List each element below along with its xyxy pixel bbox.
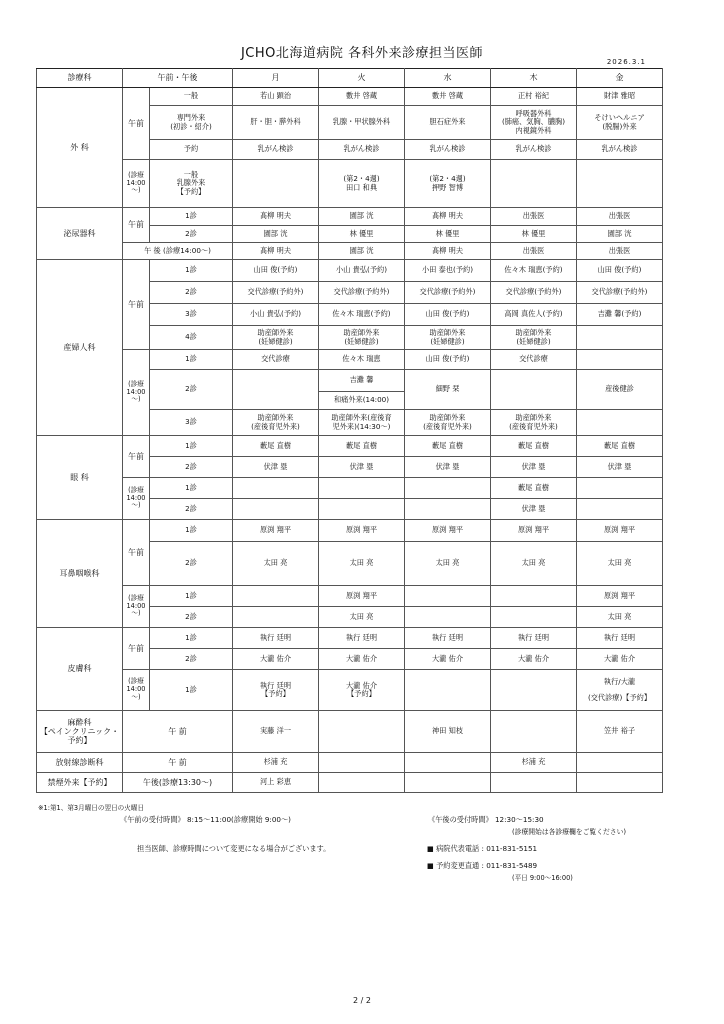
dept-name: 外 科 [37,88,123,208]
doctor-cell: 原渕 翔平 [405,520,491,542]
header-day: 金 [577,69,663,88]
doctor-cell: 助産師外来 (産後育児外来) [405,410,491,436]
doctor-cell: 執行 廷明 [405,628,491,649]
doctor-cell: 伏津 塁 [233,457,319,478]
slot-label: 1診 [150,260,233,282]
table-row [37,773,663,793]
page-title: JCHO北海道病院 各科外来診療担当医師 [240,46,484,61]
doctor-cell [233,607,319,628]
doctor-cell: 産後健診 [577,370,663,410]
doctor-cell: 乳腺・甲状腺外科 [319,106,405,140]
table-row [37,69,663,88]
doctor-cell: (第2・4週) 押野 智博 [405,160,491,208]
doctor-cell: 小田 泰也(予約) [405,260,491,282]
doctor-cell: 助産師外来 (産後育児外来) [491,410,577,436]
doctor-cell: 林 優里 [491,226,577,243]
slot-label: 3診 [150,410,233,436]
table-row [37,436,663,457]
doctor-cell: 助産師外来 (産後育児外来) [233,410,319,436]
slot-label: 1診 [150,478,233,499]
doctor-cell: 原渕 翔平 [577,520,663,542]
doctor-cell: 小山 貴弘(予約) [319,260,405,282]
doctor-cell: 杉浦 充 [491,753,577,773]
doctor-cell [577,499,663,520]
doctor-cell: 高岡 真佐人(予約) [491,304,577,326]
change-notice: 担当医師、診療時間について変更になる場合がございます。 [137,844,331,853]
slot-label: 2診 [150,457,233,478]
doctor-cell [233,586,319,607]
doctor-cell: 山田 俊(予約) [405,304,491,326]
session-label: 午後(診療13:30～) [123,773,233,793]
doctor-cell: 執行 廷明 [577,628,663,649]
doctor-cell [319,773,405,793]
session-label: 午前 [123,520,150,586]
doctor-cell: 交代診療(予約外) [319,282,405,304]
doctor-cell: 林 優里 [405,226,491,243]
doctor-cell [577,350,663,370]
doctor-cell: 乳がん検診 [577,140,663,160]
doctor-cell [577,410,663,436]
doctor-cell: 原渕 翔平 [319,586,405,607]
doctor-cell [405,499,491,520]
table-row [37,243,663,260]
header-day: 月 [233,69,319,88]
session-label: 午前 [123,208,150,243]
doctor-cell [233,160,319,208]
slot-label: 2診 [150,542,233,586]
slot-label: 2診 [150,226,233,243]
doctor-cell [405,586,491,607]
doctor-cell [233,370,319,410]
doctor-cell: 交代診療(予約外) [405,282,491,304]
header-session: 午前・午後 [123,69,233,88]
am-reception-hours: 《午前の受付時間》 8:15～11:00(診療開始 9:00～) [120,815,291,824]
doctor-cell: 財津 雅昭 [577,88,663,106]
doctor-cell: 大瀧 佑介 [233,649,319,670]
header-day: 水 [405,69,491,88]
doctor-cell: 大瀧 佑介 【予約】 [319,670,405,711]
session-label: (診療 14:00 ～) [123,478,150,520]
doctor-cell: 大瀧 佑介 [405,649,491,670]
pm-reception-hours: 《午後の受付時間》 12:30～15:30 [428,815,544,824]
slot-label: 1診 [150,436,233,457]
doctor-cell: 出張医 [577,243,663,260]
doctor-cell: 太田 亮 [319,542,405,586]
table-row [37,478,663,499]
doctor-cell: 交代診療(予約外) [233,282,319,304]
doctor-cell: 乳がん検診 [319,140,405,160]
doctor-cell: 林 優里 [319,226,405,243]
slot-label: 2診 [150,607,233,628]
doctor-cell: 実藤 洋一 [233,711,319,753]
doctor-cell: 太田 亮 [405,542,491,586]
slot-label: 一般 乳腺外来 【予約】 [150,160,233,208]
doctor-cell: 正村 裕紀 [491,88,577,106]
table-row [37,260,663,282]
doctor-cell [491,370,577,410]
footnote: ※1:第1、第3月曜日の翌日の火曜日 [38,804,145,812]
doctor-cell: 細野 栞 [405,370,491,410]
doctor-cell: 太田 亮 [319,607,405,628]
session-label: (診療 14:00 ～) [123,160,150,208]
issue-date: 2026.3.1 [606,58,646,66]
doctor-cell: 太田 亮 [577,542,663,586]
session-label: (診療 14:00 ～) [123,350,150,436]
doctor-cell [491,670,577,711]
slot-label: 1診 [150,586,233,607]
header-dept: 診療科 [37,69,123,88]
doctor-cell: 出張医 [491,243,577,260]
doctor-cell: 神田 知枝 [405,711,491,753]
doctor-cell: 杉浦 充 [233,753,319,773]
doctor-cell: 山田 俊(予約) [233,260,319,282]
doctor-cell: 執行 廷明 [491,628,577,649]
doctor-cell [319,753,405,773]
table-row [37,753,663,773]
doctor-cell [233,478,319,499]
doctor-cell: 佐々木 瑞恵(予約) [319,304,405,326]
slot-label: 1診 [150,350,233,370]
doctor-cell: 太田 亮 [233,542,319,586]
doctor-cell [577,326,663,350]
doctor-cell: 胆石症外来 [405,106,491,140]
slot-label: 専門外来 (初診・紹介) [150,106,233,140]
doctor-cell: 髙柳 明夫 [405,208,491,226]
doctor-cell: 執行 廷明 [319,628,405,649]
dept-name: 産婦人科 [37,260,123,436]
doctor-cell: 乳がん検診 [405,140,491,160]
doctor-cell: 交代診療 [233,350,319,370]
dept-name: 皮膚科 [37,628,123,711]
doctor-cell [491,711,577,753]
doctor-cell: 藪尾 直樹 [233,436,319,457]
doctor-cell: 執行/大瀧 (交代診療)【予約】 [577,670,663,711]
doctor-cell: 呼吸器外科 (肺癌、気胸、膿胸) 内視鏡外科 [491,106,577,140]
doctor-cell [491,773,577,793]
session-label: (診療 14:00 ～) [123,670,150,711]
doctor-cell [577,773,663,793]
doctor-cell: 伏津 塁 [491,457,577,478]
doctor-cell: 數井 啓蔵 [405,88,491,106]
doctor-cell: 吉灘 馨(予約) [577,304,663,326]
doctor-cell [405,670,491,711]
doctor-cell: 交代診療 [491,350,577,370]
doctor-cell: 原渕 翔平 [577,586,663,607]
pm-reception-note: (診療開始は各診療欄をご覧ください) [512,828,627,836]
schedule-table [36,68,663,793]
doctor-cell: 和痛外来(14:00) [319,392,405,410]
doctor-cell: 佐々木 瑞恵 [319,350,405,370]
doctor-cell: 助産師外来(産後育 児外来)(14:30～) [319,410,405,436]
session-label: 午前 [123,436,150,478]
session-label: 午 前 [123,711,233,753]
doctor-cell [577,753,663,773]
table-row [37,160,663,172]
doctor-cell: 伏津 塁 [577,457,663,478]
table-row [37,670,663,711]
doctor-cell [577,160,663,208]
doctor-cell: 山田 俊(予約) [577,260,663,282]
table-row [37,586,663,607]
dept-name: 耳鼻咽喉科 [37,520,123,628]
doctor-cell: 藪尾 直樹 [491,436,577,457]
doctor-cell: 大瀧 佑介 [577,649,663,670]
doctor-cell [577,478,663,499]
main-phone: ■ 病院代表電話 : 011-831-5151 [427,844,538,853]
doctor-cell: 助産師外来 (妊婦健診) [233,326,319,350]
table-row [37,208,663,226]
doctor-cell: 園部 洸 [319,243,405,260]
slot-label: 2診 [150,370,233,410]
slot-label: 一般 [150,88,233,106]
doctor-cell: 山田 俊(予約) [405,350,491,370]
doctor-cell: 吉灘 馨 [319,370,405,392]
reservation-phone-hours: (平日 9:00～16:00) [512,874,573,882]
header-day: 木 [491,69,577,88]
table-row [37,88,663,106]
doctor-cell: 出張医 [491,208,577,226]
doctor-cell [491,607,577,628]
doctor-cell [319,499,405,520]
slot-label: 1診 [150,628,233,649]
session-label: 午前 [123,628,150,670]
doctor-cell: 助産師外来 (妊婦健診) [491,326,577,350]
page-number: 2 / 2 [353,996,371,1005]
table-row [37,520,663,542]
doctor-cell [405,478,491,499]
doctor-cell: 藪尾 直樹 [319,436,405,457]
doctor-cell: 藪尾 直樹 [405,436,491,457]
doctor-cell: 原渕 翔平 [491,520,577,542]
doctor-cell: 園部 洸 [233,226,319,243]
session-label: 午 前 [123,753,233,773]
doctor-cell: 太田 亮 [491,542,577,586]
doctor-cell: 數井 啓蔵 [319,88,405,106]
doctor-cell: 大瀧 佑介 [491,649,577,670]
doctor-cell: 出張医 [577,208,663,226]
doctor-cell: 執行 廷明 [233,628,319,649]
doctor-cell: 伏津 塁 [491,499,577,520]
doctor-cell: 原渕 翔平 [319,520,405,542]
doctor-cell [319,478,405,499]
header-day: 火 [319,69,405,88]
doctor-cell: 太田 亮 [577,607,663,628]
dept-name: 眼 科 [37,436,123,520]
table-row [37,350,663,370]
doctor-cell: 大瀧 佑介 [319,649,405,670]
doctor-cell [233,499,319,520]
session-label: 午 後 (診療14:00～) [123,243,233,260]
doctor-cell: 伏津 塁 [405,457,491,478]
doctor-cell: 乳がん検診 [491,140,577,160]
doctor-cell: 藪尾 直樹 [491,478,577,499]
slot-label: 4診 [150,326,233,350]
dept-name: 麻酔科 【ペインクリニック・予約】 [37,711,123,753]
doctor-cell: 髙柳 明夫 [405,243,491,260]
doctor-cell: (第2・4週) 田口 和典 [319,160,405,208]
doctor-cell: 乳がん検診 [233,140,319,160]
doctor-cell: 交代診療(予約外) [577,282,663,304]
doctor-cell: 肝・胆・膵外科 [233,106,319,140]
doctor-cell: そけいヘルニア (脱腸)外来 [577,106,663,140]
doctor-cell: 助産師外来 (妊婦健診) [405,326,491,350]
slot-label: 2診 [150,499,233,520]
doctor-cell: 河上 彩恵 [233,773,319,793]
doctor-cell: 園部 洸 [577,226,663,243]
doctor-cell [491,160,577,208]
dept-name: 泌尿器科 [37,208,123,260]
table-row [37,628,663,649]
session-label: (診療 14:00 ～) [123,586,150,628]
reservation-phone: ■ 予約変更直通 : 011-831-5489 [427,861,538,870]
doctor-cell: 小山 貴弘(予約) [233,304,319,326]
doctor-cell [319,711,405,753]
slot-label: 予約 [150,140,233,160]
doctor-cell [405,773,491,793]
doctor-cell: 髙柳 明夫 [233,243,319,260]
dept-name: 禁煙外来【予約】 [37,773,123,793]
doctor-cell: 伏津 塁 [319,457,405,478]
slot-label: 1診 [150,520,233,542]
doctor-cell [405,607,491,628]
slot-label: 1診 [150,670,233,711]
doctor-cell: 若山 顕治 [233,88,319,106]
doctor-cell: 原渕 翔平 [233,520,319,542]
slot-label: 2診 [150,282,233,304]
doctor-cell [405,753,491,773]
doctor-cell: 助産師外来 (妊婦健診) [319,326,405,350]
doctor-cell: 髙柳 明夫 [233,208,319,226]
slot-label: 1診 [150,208,233,226]
doctor-cell [491,586,577,607]
session-label: 午前 [123,88,150,160]
slot-label: 2診 [150,649,233,670]
doctor-cell: 藪尾 直樹 [577,436,663,457]
slot-label: 3診 [150,304,233,326]
table-row [37,711,663,753]
dept-name: 放射線診断科 [37,753,123,773]
session-label: 午前 [123,260,150,350]
doctor-cell: 佐々木 瑞恵(予約) [491,260,577,282]
doctor-cell: 執行 廷明 【予約】 [233,670,319,711]
doctor-cell: 交代診療(予約外) [491,282,577,304]
doctor-cell: 園部 洸 [319,208,405,226]
doctor-cell: 笠井 裕子 [577,711,663,753]
